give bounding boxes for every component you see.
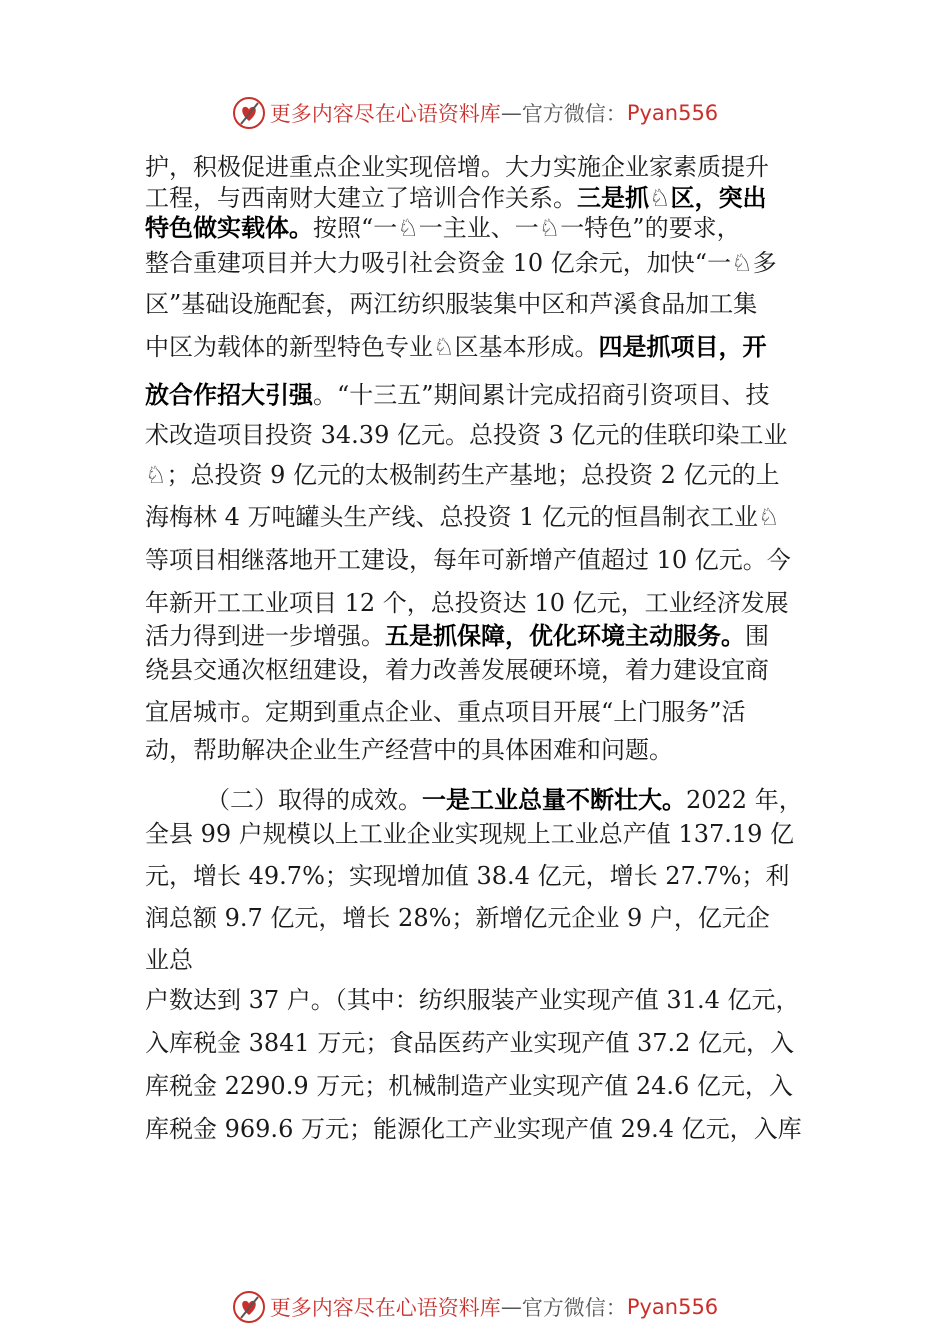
text-line	[145, 186, 767, 210]
body-text: 。“十三五”期间累计完成招商引资项目、技	[313, 381, 770, 409]
body-text: 工程，与西南财大建立了培训合作关系。	[145, 184, 577, 212]
watermark-brand: 更多内容尽在心语资料库	[269, 1296, 501, 1320]
body-text: 库税金 2290.9 万元；机械制造产业实现产值 24.6 亿元，入	[145, 1072, 793, 1100]
text-line	[145, 988, 800, 1012]
text-line	[145, 548, 791, 572]
body-text: 海梅林 4 万吨罐头生产线、总投资 1 亿元的恒昌制衣工业♘	[145, 503, 780, 531]
heart-logo-icon	[232, 1290, 266, 1324]
text-line	[145, 1074, 793, 1098]
bold-heading-text: 四是抓项目，开	[598, 333, 767, 361]
body-text: 等项目相继落地开工建设，每年可新增产值超过 10 亿元。今	[145, 546, 791, 574]
body-text: 围	[745, 622, 769, 650]
heart-logo-icon	[232, 96, 266, 130]
body-text: 按照“一♘一主业、一♘一特色”的要求，	[313, 214, 741, 242]
bold-heading-text: 五是抓保障，优化环境主动服务。	[385, 622, 745, 650]
text-line	[145, 216, 741, 240]
text-line	[145, 383, 770, 407]
bold-heading-text: 放合作招大引强	[145, 381, 313, 409]
bold-heading-text: 特色做实载体。	[145, 214, 313, 242]
body-text: 全县 99 户规模以上工业企业实现规上工业总产值 137.19 亿	[145, 820, 795, 848]
body-text: 整合重建项目并大力吸引社会资金 10 亿余元，加快“一♘多	[145, 249, 777, 277]
text-line	[145, 505, 780, 529]
body-text: 绕县交通次枢纽建设，着力改善发展硬环境，着力建设宜商	[145, 656, 769, 684]
text-line	[145, 700, 746, 724]
body-text: ♘；总投资 9 亿元的太极制药生产基地；总投资 2 亿元的上	[145, 461, 780, 489]
body-text: 2022 年，	[686, 786, 803, 814]
text-line	[145, 591, 789, 615]
watermark-brand: 更多内容尽在心语资料库	[269, 102, 501, 126]
body-text: 中区为载体的新型特色专业♘区基本形成。	[145, 333, 599, 361]
body-text: 元，增长 49.7%；实现增加值 38.4 亿元，增长 27.7%；利	[145, 862, 790, 890]
text-line	[145, 624, 769, 648]
watermark-label: 官方微信：	[521, 1296, 627, 1320]
text-line	[145, 1031, 794, 1055]
watermark-header	[0, 96, 950, 130]
text-line	[145, 738, 673, 762]
text-line	[145, 864, 789, 888]
watermark-separator: —	[500, 1295, 522, 1319]
watermark-separator: —	[500, 101, 522, 125]
watermark-wechat-id: Pyan556	[626, 101, 719, 125]
text-line	[145, 155, 769, 179]
watermark-label: 官方微信：	[521, 102, 627, 126]
body-text: （二）取得的成效。	[206, 786, 422, 814]
body-text: 业总	[145, 946, 193, 974]
body-text: 护，积极促进重点企业实现倍增。大力实施企业家素质提升	[145, 153, 769, 181]
watermark-footer	[0, 1290, 950, 1324]
text-line	[145, 1117, 802, 1141]
body-text: 活力得到进一步增强。	[145, 622, 385, 650]
text-line	[145, 423, 788, 447]
body-text: 户数达到 37 户。（其中：纺织服装产业实现产值 31.4 亿元，	[145, 986, 800, 1014]
text-line	[145, 948, 193, 972]
bold-heading-text: 一是工业总量不断壮大。	[422, 786, 686, 814]
body-text: 术改造项目投资 34.39 亿元。总投资 3 亿元的佳联印染工业	[145, 421, 788, 449]
body-text: 宜居城市。定期到重点企业、重点项目开展“上门服务”活	[145, 698, 746, 726]
text-line	[145, 251, 777, 275]
text-line	[145, 463, 780, 487]
body-text: 动，帮助解决企业生产经营中的具体困难和问题。	[145, 736, 673, 764]
body-text: 区”基础设施配套，两江纺织服装集中区和芦溪食品加工集	[145, 290, 758, 318]
watermark-wechat-id: Pyan556	[626, 1295, 719, 1319]
bold-heading-text: 三是抓♘区，突出	[577, 184, 767, 212]
body-text: 库税金 969.6 万元；能源化工产业实现产值 29.4 亿元，入库	[145, 1115, 802, 1143]
text-line	[145, 906, 770, 930]
text-line	[145, 335, 767, 359]
body-text: 年新开工工业项目 12 个，总投资达 10 亿元，工业经济发展	[145, 589, 789, 617]
body-text: 润总额 9.7 亿元，增长 28%；新增亿元企业 9 户，亿元企	[145, 904, 770, 932]
text-line	[145, 292, 757, 316]
text-line	[206, 788, 803, 812]
body-text: 入库税金 3841 万元；食品医药产业实现产值 37.2 亿元，入	[145, 1029, 795, 1057]
text-line	[145, 822, 794, 846]
text-line	[145, 658, 769, 682]
